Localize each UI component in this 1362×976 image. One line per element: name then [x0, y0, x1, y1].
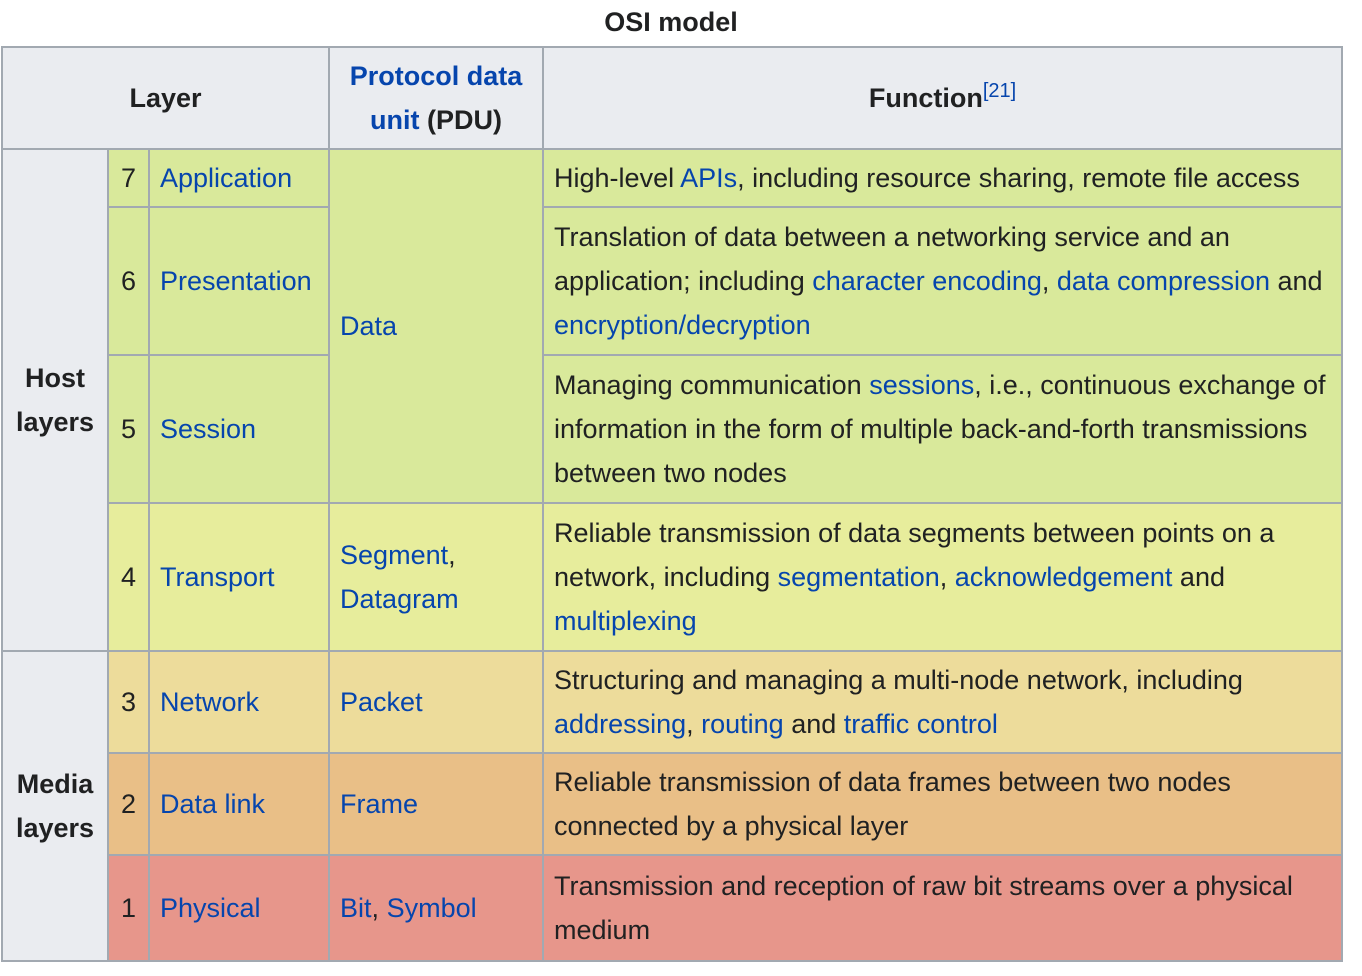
inline-link[interactable]: encryption/decryption [554, 310, 811, 340]
function-cell [543, 207, 1342, 355]
inline-link[interactable]: Datagram [340, 584, 459, 614]
layer-row-4 [2, 503, 1342, 651]
inline-text: Reliable transmission of data frames between two nodes connected by a physical layer [554, 767, 1231, 841]
layer-name [149, 503, 329, 651]
function-cell [543, 355, 1342, 503]
function-cell [543, 753, 1342, 855]
inline-link[interactable]: Segment [340, 540, 449, 570]
function-cell [543, 651, 1342, 753]
group-host-layers: Host layers [2, 149, 108, 651]
function-cell [543, 149, 1342, 207]
layer-number: 7 [108, 149, 149, 207]
function-ref-link[interactable]: [21] [982, 80, 1017, 102]
layer-name [149, 149, 329, 207]
pdu-cell-data [329, 149, 543, 503]
group-media-layers: Media layers [2, 651, 108, 961]
layer-link-network[interactable]: Network [160, 687, 260, 717]
inline-text: , [939, 562, 955, 592]
layer-row-5 [2, 355, 1342, 503]
pdu-cell-packet [329, 651, 543, 753]
header-pdu [329, 47, 543, 149]
inline-link[interactable]: traffic control [843, 709, 998, 739]
layer-link-application[interactable]: Application [160, 163, 293, 193]
inline-link[interactable]: routing [701, 709, 784, 739]
header-row [2, 47, 1342, 149]
osi-model-table [1, 46, 1343, 962]
inline-text: and [1172, 562, 1225, 592]
inline-link[interactable]: Bit [340, 893, 372, 923]
layer-name [149, 355, 329, 503]
layer-row-6 [2, 207, 1342, 355]
layer-link-physical[interactable]: Physical [160, 893, 261, 923]
layer-row-1 [2, 855, 1342, 961]
table-caption: OSI model [604, 7, 738, 37]
function-cell [543, 503, 1342, 651]
pdu-cell-bit [329, 855, 543, 961]
inline-text: Structuring and managing a multi-node network, including [554, 665, 1243, 695]
inline-text: High-level [554, 163, 681, 193]
inline-text: Reliable transmission of data segments between points on a network, including [554, 518, 1275, 592]
inline-link[interactable]: APIs [680, 163, 738, 193]
layer-number: 4 [108, 503, 149, 651]
layer-name [149, 207, 329, 355]
layer-row-7 [2, 149, 1342, 207]
inline-text: and [1270, 266, 1323, 296]
inline-link[interactable]: Data [340, 311, 398, 341]
layer-number: 2 [108, 753, 149, 855]
inline-text: Transmission and reception of raw bit streams over a physical medium [554, 871, 1293, 945]
function-cell [543, 855, 1342, 961]
pdu-cell-segment [329, 503, 543, 651]
layer-name [149, 855, 329, 961]
layer-row-2 [2, 753, 1342, 855]
layer-link-transport[interactable]: Transport [160, 562, 275, 592]
inline-text: , [448, 540, 456, 570]
layer-number: 3 [108, 651, 149, 753]
inline-link[interactable]: addressing [554, 709, 687, 739]
layer-link-data-link[interactable]: Data link [160, 789, 266, 819]
inline-link[interactable]: segmentation [777, 562, 940, 592]
inline-link[interactable]: Packet [340, 687, 423, 717]
inline-link[interactable]: sessions [869, 370, 975, 400]
inline-text: Translation of data between a networking service and an application; including [554, 222, 1230, 296]
inline-text: , [371, 893, 387, 923]
function-label: Function [868, 83, 983, 113]
inline-text: , including resource sharing, remote file access [737, 163, 1300, 193]
layer-row-3 [2, 651, 1342, 753]
layer-link-presentation[interactable]: Presentation [160, 266, 312, 296]
inline-text: and [783, 709, 844, 739]
layer-name [149, 753, 329, 855]
header-function [543, 47, 1342, 149]
inline-text: , i.e., continuous exchange of information in the form of multiple back-and-forth transmissions between two nodes [554, 370, 1326, 488]
inline-link[interactable]: character encoding [812, 266, 1042, 296]
inline-link[interactable]: data compression [1056, 266, 1271, 296]
inline-text: Managing communication [554, 370, 870, 400]
inline-text: , [686, 709, 702, 739]
layer-number: 1 [108, 855, 149, 961]
inline-link[interactable]: multiplexing [554, 606, 697, 636]
pdu-suffix: (PDU) [419, 105, 503, 135]
inline-link[interactable]: acknowledgement [954, 562, 1173, 592]
layer-number: 5 [108, 355, 149, 503]
layer-name [149, 651, 329, 753]
pdu-cell-frame [329, 753, 543, 855]
inline-text: , [1041, 266, 1057, 296]
layer-link-session[interactable]: Session [160, 414, 257, 444]
pdu-link[interactable]: Protocol data unit [349, 61, 523, 135]
inline-link[interactable]: Frame [340, 789, 419, 819]
inline-link[interactable]: Symbol [386, 893, 477, 923]
header-layer: Layer [2, 47, 329, 149]
layer-number: 6 [108, 207, 149, 355]
